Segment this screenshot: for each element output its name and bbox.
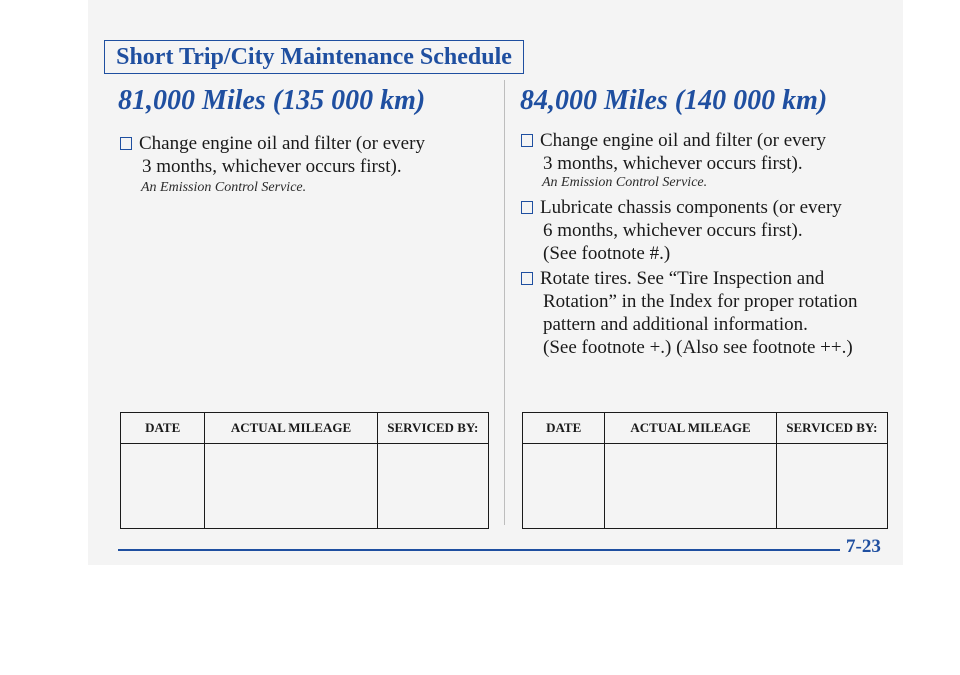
checkbox-icon[interactable] xyxy=(521,134,533,147)
log-header-date: DATE xyxy=(523,413,605,444)
left-emission-note: An Emission Control Service. xyxy=(141,180,307,195)
right-mileage-heading: 84,000 Miles (140 000 km) xyxy=(520,85,828,116)
checkbox-icon[interactable] xyxy=(521,201,533,214)
log-header-mileage: ACTUAL MILEAGE xyxy=(605,413,776,444)
log-cell-date[interactable] xyxy=(121,444,205,529)
schedule-title-box xyxy=(104,40,524,74)
log-header-serviced-by: SERVICED BY: xyxy=(776,413,887,444)
checkbox-icon[interactable] xyxy=(521,272,533,285)
log-header-mileage: ACTUAL MILEAGE xyxy=(205,413,377,444)
column-divider xyxy=(504,80,505,525)
left-item-oil: Change engine oil and filter (or every 3 months, whichever occurs first). xyxy=(120,132,425,178)
right-emission-note: An Emission Control Service. xyxy=(542,175,708,190)
log-cell-mileage[interactable] xyxy=(605,444,776,529)
log-cell-serviced-by[interactable] xyxy=(377,444,488,529)
right-item-oil: Change engine oil and filter (or every 3 months, whichever occurs first). xyxy=(521,129,826,175)
log-header-date: DATE xyxy=(121,413,205,444)
log-header-serviced-by: SERVICED BY: xyxy=(377,413,488,444)
right-item-lubricate: Lubricate chassis components (or every 6 months, whichever occurs first). (See footnote #.) xyxy=(521,196,842,265)
footer-rule xyxy=(118,549,840,551)
page-number: 7-23 xyxy=(846,536,881,557)
right-service-log-table xyxy=(522,412,888,529)
log-cell-date[interactable] xyxy=(523,444,605,529)
checkbox-icon[interactable] xyxy=(120,137,132,150)
left-mileage-heading: 81,000 Miles (135 000 km) xyxy=(118,85,426,116)
log-cell-mileage[interactable] xyxy=(205,444,377,529)
page-title: Short Trip/City Maintenance Schedule xyxy=(116,43,512,70)
log-cell-serviced-by[interactable] xyxy=(776,444,887,529)
right-item-rotate-tires: Rotate tires. See “Tire Inspection and Rotation” in the Index for proper rotation pattern and additional information. (See footnote +.) (Also see footnote ++.) xyxy=(521,267,857,359)
left-service-log-table xyxy=(120,412,489,529)
